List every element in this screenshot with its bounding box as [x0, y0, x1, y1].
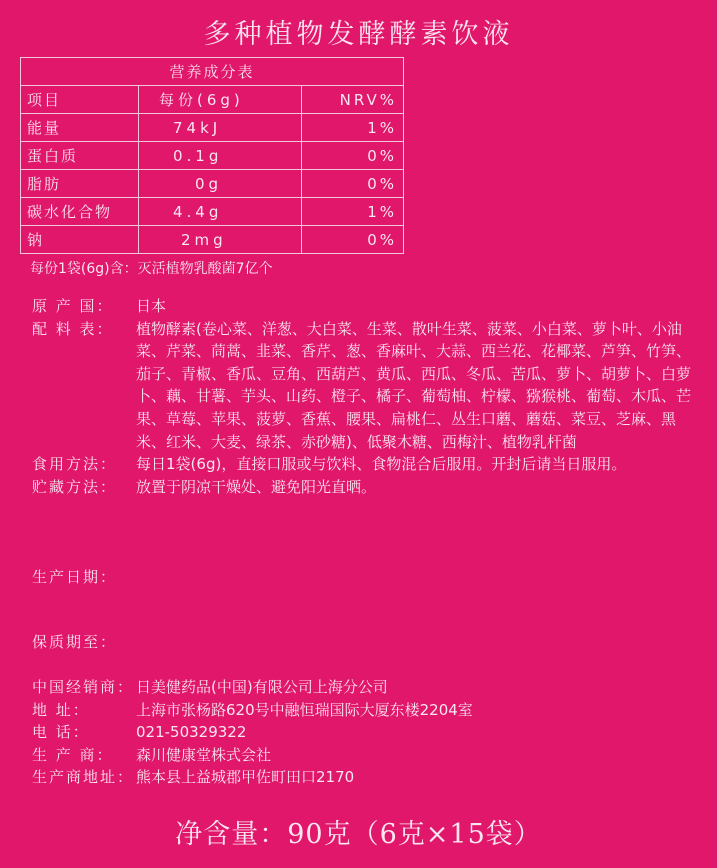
nutrient-value: 0g — [139, 170, 302, 198]
nutrient-value: 74kJ — [139, 114, 302, 142]
manufacturer-address-value: 熊本县上益城郡甲佐町田口2170 — [136, 768, 355, 787]
nutrient-name: 能量 — [21, 114, 139, 142]
nutrient-name: 蛋白质 — [21, 142, 139, 170]
distributor-label: 中国经销商： — [32, 678, 135, 696]
nutrient-nrv: 1% — [301, 198, 403, 226]
address-row — [32, 699, 696, 722]
storage-row — [32, 476, 696, 499]
nutrition-row — [21, 114, 404, 142]
nutrient-value: 4.4g — [139, 198, 302, 226]
distributor-row — [32, 676, 696, 699]
manufacturer-row — [32, 744, 696, 767]
origin-label: 原 产 国： — [32, 297, 114, 315]
production-date-row — [32, 566, 117, 589]
net-content: 净含量：90克（6克×15袋） — [175, 819, 542, 850]
ingredients-value: 植物酵素(卷心菜、洋葱、大白菜、生菜、散叶生菜、菠菜、小白菜、萝卜叶、小油菜、芹菜、茼蒿、韭菜、香芹、葱、香麻叶、大蒜、西兰花、花椰菜、芦笋、竹笋、茄子、青椒、香瓜、豆角、西葫芦、黄瓜、西瓜、冬瓜、苦瓜、萝卜、胡萝卜、白萝卜、藕、甘薯、芋头、山药、橙子、橘子、葡萄柚、柠檬、猕猴桃、葡萄、木瓜、芒果、草莓、苹果、菠萝、香蕉、腰果、扁桃仁、丛生口蘑、蘑菇、菜豆、芝麻、黑米、红米、大麦、绿茶、赤砂糖)、低聚木糖、西梅汁、植物乳杆菌 — [136, 319, 692, 451]
distributor-value: 日美健药品(中国)有限公司上海分公司 — [136, 678, 388, 696]
product-title: 多种植物发酵酵素饮液 — [203, 19, 514, 50]
nutrient-nrv: 1% — [301, 114, 403, 142]
manufacturer-value: 森川健康堂株式会社 — [136, 745, 272, 764]
ingredients-row — [32, 318, 696, 454]
storage-label: 贮藏方法： — [32, 477, 118, 496]
usage-label: 食用方法： — [32, 455, 118, 474]
manufacturer-address-label: 生产商地址： — [32, 768, 135, 787]
phone-label: 电 话： — [32, 723, 90, 742]
nutrition-row — [21, 198, 404, 226]
nutrient-name: 钠 — [21, 226, 139, 254]
ingredients-label: 配 料 表： — [32, 319, 114, 338]
nutrient-value: 2mg — [139, 226, 302, 254]
nutrition-caption: 营养成分表 — [21, 58, 404, 86]
manufacturer-label: 生 产 商： — [32, 745, 114, 764]
address-value: 上海市张杨路620号中融恒瑞国际大厦东楼2204室 — [136, 700, 473, 719]
nutrition-row — [21, 170, 404, 198]
manufacturer-address-row — [32, 766, 696, 789]
expiry-label: 保质期至： — [32, 633, 118, 651]
header-item: 项目 — [21, 86, 139, 114]
address-label: 地 址： — [32, 700, 90, 719]
nutrient-value: 0.1g — [139, 142, 302, 170]
header-nrv: NRV% — [301, 86, 403, 114]
phone-row — [32, 721, 696, 744]
usage-value: 每日1袋(6g)，直接口服或与饮料、食物混合后服用。开封后请当日服用。 — [136, 455, 627, 474]
nutrient-name: 脂肪 — [21, 170, 139, 198]
nutrition-row — [21, 142, 404, 170]
product-info — [32, 295, 696, 498]
nutrition-header-row — [21, 86, 404, 114]
company-info — [32, 676, 696, 789]
usage-row — [32, 453, 696, 476]
nutrient-nrv: 0% — [301, 142, 403, 170]
origin-row — [32, 295, 696, 318]
expiry-row — [32, 631, 117, 654]
header-per: 每份(6g) — [139, 86, 302, 114]
nutrition-row — [21, 226, 404, 254]
serving-note: 每份1袋(6g)含：灭活植物乳酸菌7亿个 — [30, 261, 273, 277]
storage-value: 放置于阴凉干燥处、避免阳光直晒。 — [136, 477, 377, 496]
origin-value: 日本 — [136, 297, 167, 315]
production-date-label: 生产日期： — [32, 568, 118, 586]
nutrition-table — [20, 57, 404, 254]
nutrient-name: 碳水化合物 — [21, 198, 139, 226]
nutrient-nrv: 0% — [301, 170, 403, 198]
phone-value: 021-50329322 — [136, 723, 247, 742]
nutrient-nrv: 0% — [301, 226, 403, 254]
